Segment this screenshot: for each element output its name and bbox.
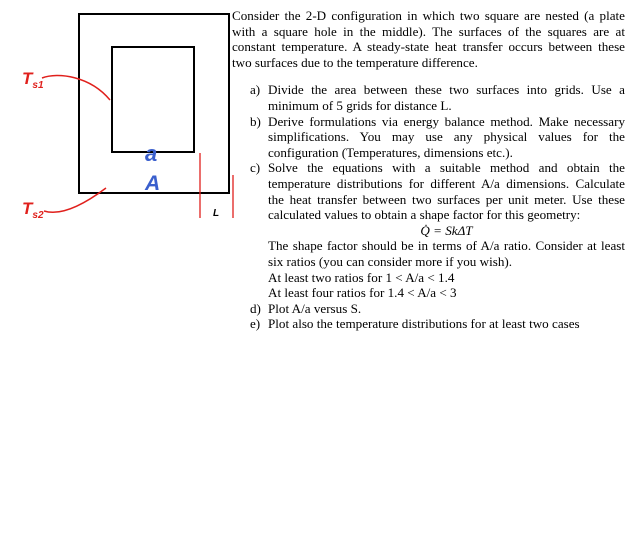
task-marker: d) <box>250 300 261 316</box>
task-item-d <box>232 301 625 317</box>
ratio-range-2: At least four ratios for 1.4 < A/a < 3 <box>268 285 457 301</box>
task-item-a <box>232 82 625 113</box>
task-list <box>232 82 625 332</box>
task-marker: b) <box>250 113 261 129</box>
shape-factor-equation: Q̇ = SkΔT <box>420 222 473 238</box>
task-marker: c) <box>250 160 261 176</box>
dimension-label: L <box>213 208 220 219</box>
task-item-e <box>232 316 625 332</box>
outer-label: A <box>145 172 161 195</box>
task-item-c <box>232 160 625 300</box>
nested-squares-figure <box>0 0 240 240</box>
task-marker: a) <box>250 82 261 98</box>
inner-label: a <box>145 141 158 166</box>
inner-square <box>112 47 194 152</box>
task-text: Derive formulations via energy balance method. Make necessary simplifications. You may use any physical values for the configuration (Temperatures, dimensions etc.). <box>268 113 625 160</box>
task-text: Divide the area between these two surfaces into grids. Use a minimum of 5 grids for distance L. <box>268 82 625 113</box>
ts2-label: $T_{s2}$ <box>22 199 44 221</box>
ts2-leader-line <box>44 188 106 212</box>
task-marker: e) <box>250 316 261 332</box>
outer-square <box>79 14 229 193</box>
task-item-b <box>232 114 625 161</box>
ratio-range-1: At least two ratios for 1 < A/a < 1.4 <box>268 269 455 285</box>
ts1-label: $T_{s1}$ <box>22 69 44 91</box>
task-text: Solve the equations with a suitable method and obtain the temperature distributions for different A/a dimensions. Calculate the heat transfer between two surfaces per unit meter. Use these calculated values to obtain a shape factor for this geometry: <box>268 160 625 223</box>
problem-text <box>232 8 625 332</box>
task-text: Plot also the temperature distributions for at least two cases <box>268 316 580 332</box>
task-text: Plot A/a versus S. <box>268 300 362 316</box>
ts1-leader-line <box>42 76 110 100</box>
shape-factor-note: The shape factor should be in terms of A/a ratio. Consider at least six ratios (you can consider more if you wish). <box>268 238 625 269</box>
intro-paragraph: Consider the 2-D configuration in which two square are nested (a plate with a square hole in the middle). The surfaces of the squares are at constant temperature. A steady-state heat transfer occurs between these two surfaces due to the temperature difference. <box>232 8 625 70</box>
